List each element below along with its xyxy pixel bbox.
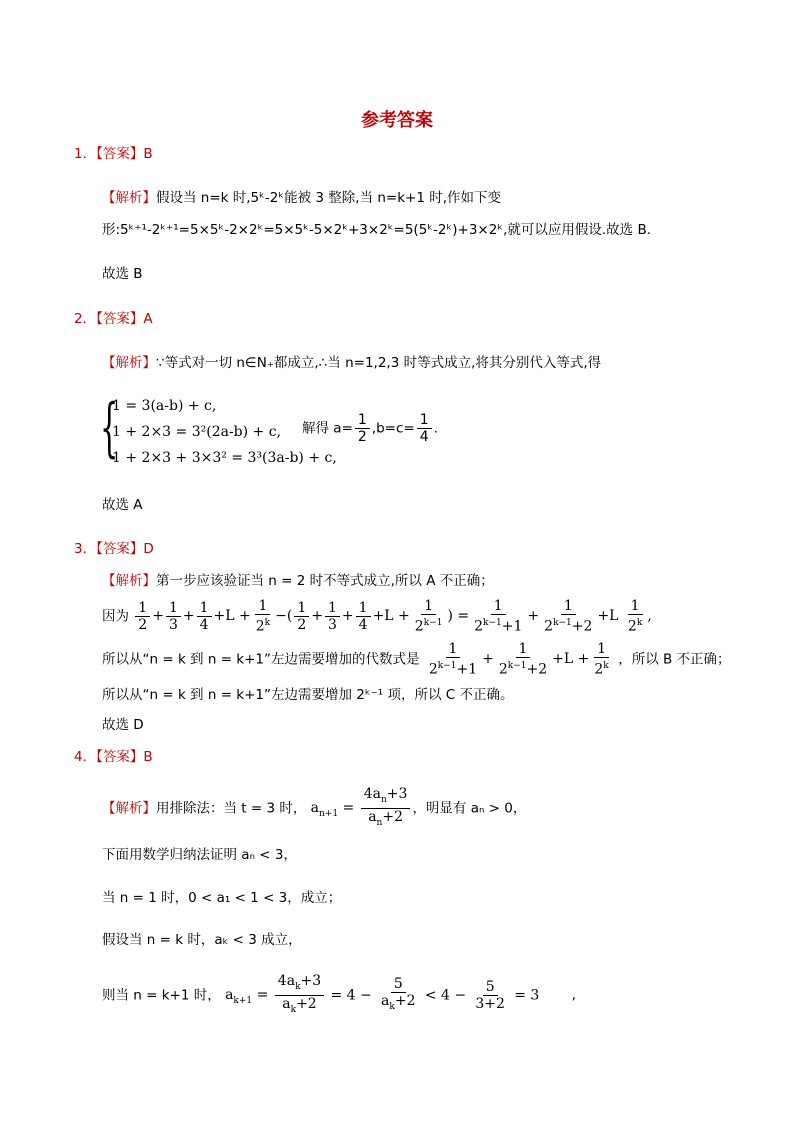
q2-equation-1: 1 = 3(a-b) + c, bbox=[112, 398, 217, 414]
q4-answer-label: 4．【答案】B bbox=[74, 749, 153, 765]
q2-fraction-a bbox=[355, 412, 370, 445]
q4-frac-5-5: $\frac{5}{3+2}$ bbox=[475, 978, 505, 1012]
q3-answer-label: 3．【答案】D bbox=[74, 541, 154, 557]
q2-answer-label: 2．【答案】A bbox=[74, 311, 153, 327]
q4-recurrence: $a_{n+1}$ = $\frac{4a_n+3}{a_n+2}$ bbox=[311, 800, 413, 816]
q4-line2: 下面用数学归纳法证明 aₙ < 3， bbox=[102, 847, 297, 863]
q3-line3-expression: $\frac{1}{2^{k-1}+1}$ + $\frac{1}{2^{k-1}+2}$ +L + $\frac{1}{2^k}$ bbox=[428, 641, 609, 678]
q4-line3: 当 n = 1 时，0 < a₁ < 1 < 3，成立； bbox=[102, 890, 342, 906]
q2-fraction-a-den: 2 bbox=[357, 429, 367, 445]
q3-line2-expression: $\frac{1}{2}$ + $\frac{1}{3}$ + $\frac{1}{4}$ +L + $\frac{1}{2^k}$ −( $\frac{1}{2}$ + $\frac{1}{3}$ + $\frac{1}{4}$ +L + $\frac{1}{2^{k-1}}$ ) = $\frac{1}{2^{k-1}+1}$ + $\frac{1}{2^{k-1}+2}$ +L $\frac{1}{2^k}$ , bbox=[133, 608, 651, 624]
q2-fraction-b bbox=[417, 412, 432, 445]
q2-solution-end: . bbox=[433, 420, 438, 437]
q2-solution-mid: ,b=c= bbox=[371, 420, 415, 437]
q4-line1-prefix: 用排除法：当 t = 3 时， bbox=[156, 800, 307, 817]
q4-line5-prefix: 则当 n = k+1 时， bbox=[102, 987, 221, 1004]
q3-analysis-line1 bbox=[102, 572, 494, 590]
q3-analysis-text1: 第一步应该验证当 n = 2 时不等式成立,所以 A 不正确； bbox=[156, 573, 494, 589]
q2-conclusion: 故选 A bbox=[102, 497, 143, 513]
q4-line5-tail: = 4 − bbox=[330, 987, 372, 1004]
q2-analysis-line1 bbox=[102, 354, 601, 372]
q1-conclusion: 故选 B bbox=[102, 266, 143, 282]
q3-conclusion: 故选 D bbox=[102, 717, 144, 733]
q3-line3-prefix: 所以从“n = k 到 n = k+1”左边需要增加的代数式是 bbox=[102, 651, 420, 668]
q2-fraction-a-num: 1 bbox=[355, 412, 370, 429]
q1-analysis-tag: 【解析】 bbox=[102, 190, 156, 206]
q4-line5-tail2: < 4 − bbox=[424, 987, 467, 1004]
q1-answer-label: 1．【答案】B bbox=[74, 146, 153, 162]
q2-fraction-b-den: 4 bbox=[419, 429, 429, 445]
q3-analysis-tag: 【解析】 bbox=[102, 573, 156, 589]
page-title: 参考答案 bbox=[361, 110, 433, 131]
q2-analysis-text1: ∵等式对一切 n∈N₊都成立,∴当 n=1,2,3 时等式成立,将其分别代入等式,得 bbox=[156, 355, 602, 371]
q4-line1-suffix: ，明显有 aₙ > 0， bbox=[412, 800, 527, 817]
q4-line5-end: , bbox=[571, 987, 576, 1004]
q2-equation-2: 1 + 2×3 = 3²(2a-b) + c, bbox=[112, 424, 282, 440]
q4-analysis-tag: 【解析】 bbox=[102, 800, 156, 817]
q4-frac-5-ak: $\frac{5}{a_k+2}$ bbox=[381, 975, 416, 1012]
q4-line5-tail3: = 3 bbox=[514, 987, 540, 1004]
q4-analysis-line1 bbox=[102, 786, 526, 831]
q1-analysis-line1 bbox=[102, 189, 501, 207]
q2-fraction-b-num: 1 bbox=[417, 412, 432, 429]
q4-line5 bbox=[102, 973, 576, 1018]
q2-solution-prefix: 解得 a= bbox=[302, 420, 353, 437]
system-brace: { bbox=[100, 391, 119, 465]
q3-analysis-line3 bbox=[102, 641, 731, 678]
q3-analysis-line2 bbox=[102, 598, 652, 635]
q1-analysis-text1: 假设当 n=k 时,5ᵏ-2ᵏ能被 3 整除,当 n=k+1 时,作如下变 bbox=[156, 190, 502, 206]
q3-line3-suffix: ，所以 B 不正确； bbox=[618, 651, 731, 668]
q2-analysis-tag: 【解析】 bbox=[102, 355, 156, 371]
q2-equation-3: 1 + 2×3 + 3×3² = 3³(3a-b) + c, bbox=[112, 450, 337, 466]
q3-line2-prefix: 因为 bbox=[102, 608, 129, 625]
q1-analysis-line2: 形:5ᵏ⁺¹-2ᵏ⁺¹=5×5ᵏ-2×2ᵏ=5×5ᵏ-5×2ᵏ+3×2ᵏ=5(5ᵏ-2ᵏ)+3×2ᵏ,就可以应用假设.故选 B. bbox=[102, 222, 651, 238]
q3-analysis-line4: 所以从“n = k 到 n = k+1”左边需要增加 2ᵏ⁻¹ 项，所以 C 不正确。 bbox=[102, 687, 514, 703]
q4-line4: 假设当 n = k 时，aₖ < 3 成立， bbox=[102, 932, 302, 948]
q4-induction-step: $a_{k+1}$ = $\frac{4a_k+3}{a_k+2}$ bbox=[225, 987, 326, 1003]
q2-solution bbox=[302, 412, 438, 445]
